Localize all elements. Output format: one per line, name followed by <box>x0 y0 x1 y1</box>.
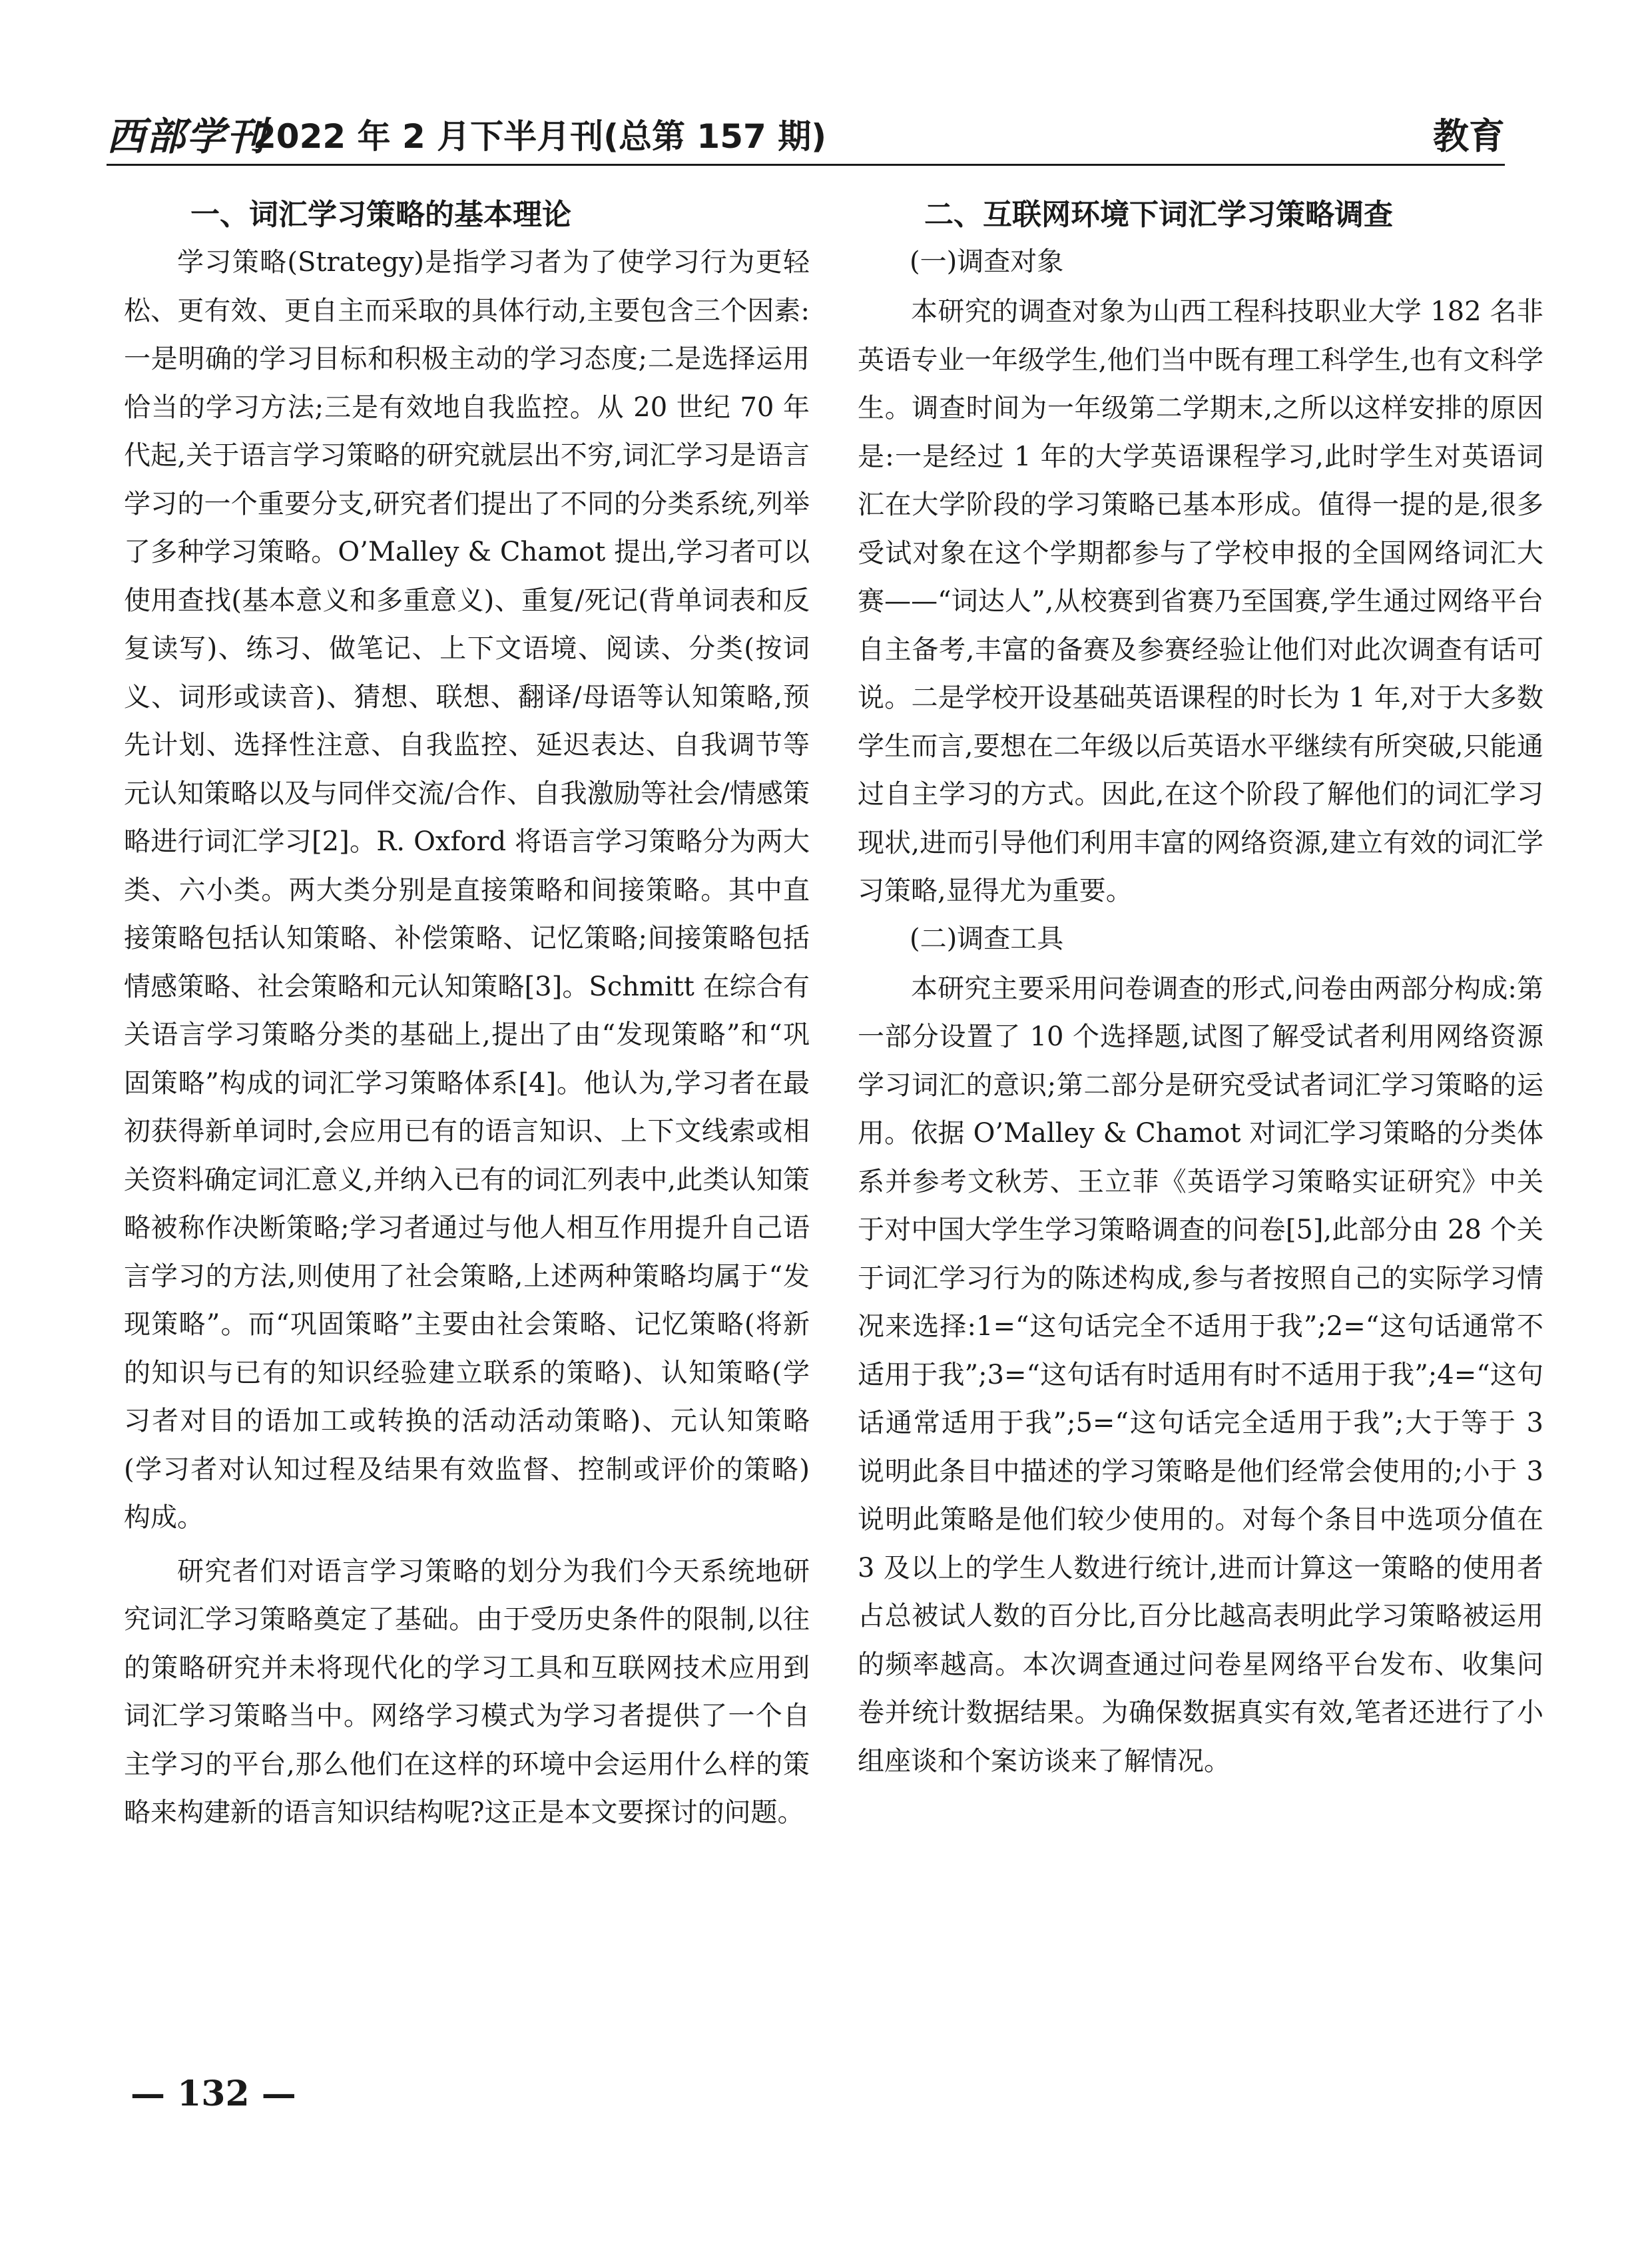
left-column <box>124 193 810 1837</box>
paragraph-theory: 学习策略(Strategy)是指学习者为了使学习行为更轻松、更有效、更自主而采取的具体行动,主要包含三个因素:一是明确的学习目标和积极主动的学习态度;二是选择运用恰当的学习方法;三是有效地自我监控。从 20 世纪 70 年代起,关于语言学习策略的研究就层出不穷,词汇学习是语言学习的一个重要分支,研究者们提出了不同的分类系统,列举了多种学习策略。O’Malley & Chamot 提出,学习者可以使用查找(基本意义和多重意义)、重复/死记(背单词表和反复读写)、练习、做笔记、上下文语境、阅读、分类(按词义、词形或读音)、猜想、联想、翻译/母语等认知策略,预先计划、选择性注意、自我监控、延迟表达、自我调节等元认知策略以及与同伴交流/合作、自我激励等社会/情感策略进行词汇学习[2]。R. Oxford 将语言学习策略分为两大类、六小类。两大类分别是直接策略和间接策略。其中直接策略包括认知策略、补偿策略、记忆策略;间接策略包括情感策略、社会策略和元认知策略[3]。Schmitt 在综合有关语言学习策略分类的基础上,提出了由“发现策略”和“巩固策略”构成的词汇学习策略体系[4]。他认为,学习者在最初获得新单词时,会应用已有的语言知识、上下文线索或相关资料确定词汇意义,并纳入已有的词汇列表中,此类认知策略被称作决断策略;学习者通过与他人相互作用提升自己语言学习的方法,则使用了社会策略,上述两种策略均属于“发现策略”。而“巩固策略”主要由社会策略、记忆策略(将新的知识与已有的知识经验建立联系的策略)、认知策略(学习者对目的语加工或转换的活动活动策略)、元认知策略(学习者对认知过程及结果有效监督、控制或评价的策略)构成。 <box>124 247 810 1533</box>
paragraph-subjects: 本研究的调查对象为山西工程科技职业大学 182 名非英语专业一年级学生,他们当中既有理工科学生,也有文科学生。调查时间为一年级第二学期末,之所以这样安排的原因是:一是经过 1 年的大学英语课程学习,此时学生对英语词汇在大学阶段的学习策略已基本形成。值得一提的是,很多受试对象在这个学期都参与了学校申报的全国网络词汇大赛——“词达人”,从校赛到省赛乃至国赛,学生通过网络平台自主备考,丰富的备赛及参赛经验让他们对此次调查有话可说。二是学校开设基础英语课程的时长为 1 年,对于大多数学生而言,要想在二年级以后英语水平继续有所突破,只能通过自主学习的方式。因此,在这个阶段了解他们的词汇学习现状,进而引导他们利用丰富的网络资源,建立有效的词汇学习策略,显得尤为重要。 <box>858 296 1543 906</box>
right-column <box>858 193 1543 1785</box>
section-label: 教育 <box>1433 115 1505 157</box>
header-divider <box>107 164 1505 166</box>
section-heading-survey: 二、互联网环境下词汇学习策略调查 <box>924 198 1393 232</box>
section-heading-theory: 一、词汇学习策略的基本理论 <box>190 198 571 232</box>
page-number: — 132 — <box>131 2074 296 2114</box>
subheading-instrument: (二)调查工具 <box>910 923 1064 954</box>
paragraph-research-question: 研究者们对语言学习策略的划分为我们今天系统地研究词汇学习策略奠定了基础。由于受历史条件的限制,以往的策略研究并未将现代化的学习工具和互联网技术应用到词汇学习策略当中。网络学习模式为学习者提供了一个自主学习的平台,那么他们在这样的环境中会运用什么样的策略来构建新的语言知识结构呢?这正是本文要探讨的问题。 <box>124 1555 810 1828</box>
journal-name: 西部学刊 <box>107 114 267 159</box>
subheading-subjects: (一)调查对象 <box>910 246 1064 277</box>
running-header <box>107 113 1505 166</box>
paragraph-instrument: 本研究主要采用问卷调查的形式,问卷由两部分构成:第一部分设置了 10 个选择题,试图了解受试者利用网络资源学习词汇的意识;第二部分是研究受试者词汇学习策略的运用。依据 O’Malley & Chamot 对词汇学习策略的分类体系并参考文秋芳、王立菲《英语学习策略实证研究》中关于对中国大学生学习策略调查的问卷[5],此部分由 28 个关于词汇学习行为的陈述构成,参与者按照自己的实际学习情况来选择:1=“这句话完全不适用于我”;2=“这句话通常不适用于我”;3=“这句话有时适用有时不适用于我”;4=“这句话通常适用于我”;5=“这句话完全适用于我”;大于等于 3 说明此条目中描述的学习策略是他们经常会使用的;小于 3 说明此策略是他们较少使用的。对每个条目中选项分值在 3 及以上的学生人数进行统计,进而计算这一策略的使用者占总被试人数的百分比,百分比越高表明此学习策略被运用的频率越高。本次调查通过问卷星网络平台发布、收集问卷并统计数据结果。为确保数据真实有效,笔者还进行了小组座谈和个案访谈来了解情况。 <box>858 973 1543 1777</box>
issue-info: 2022 年 2 月下半月刊(总第 157 期) <box>253 117 827 156</box>
